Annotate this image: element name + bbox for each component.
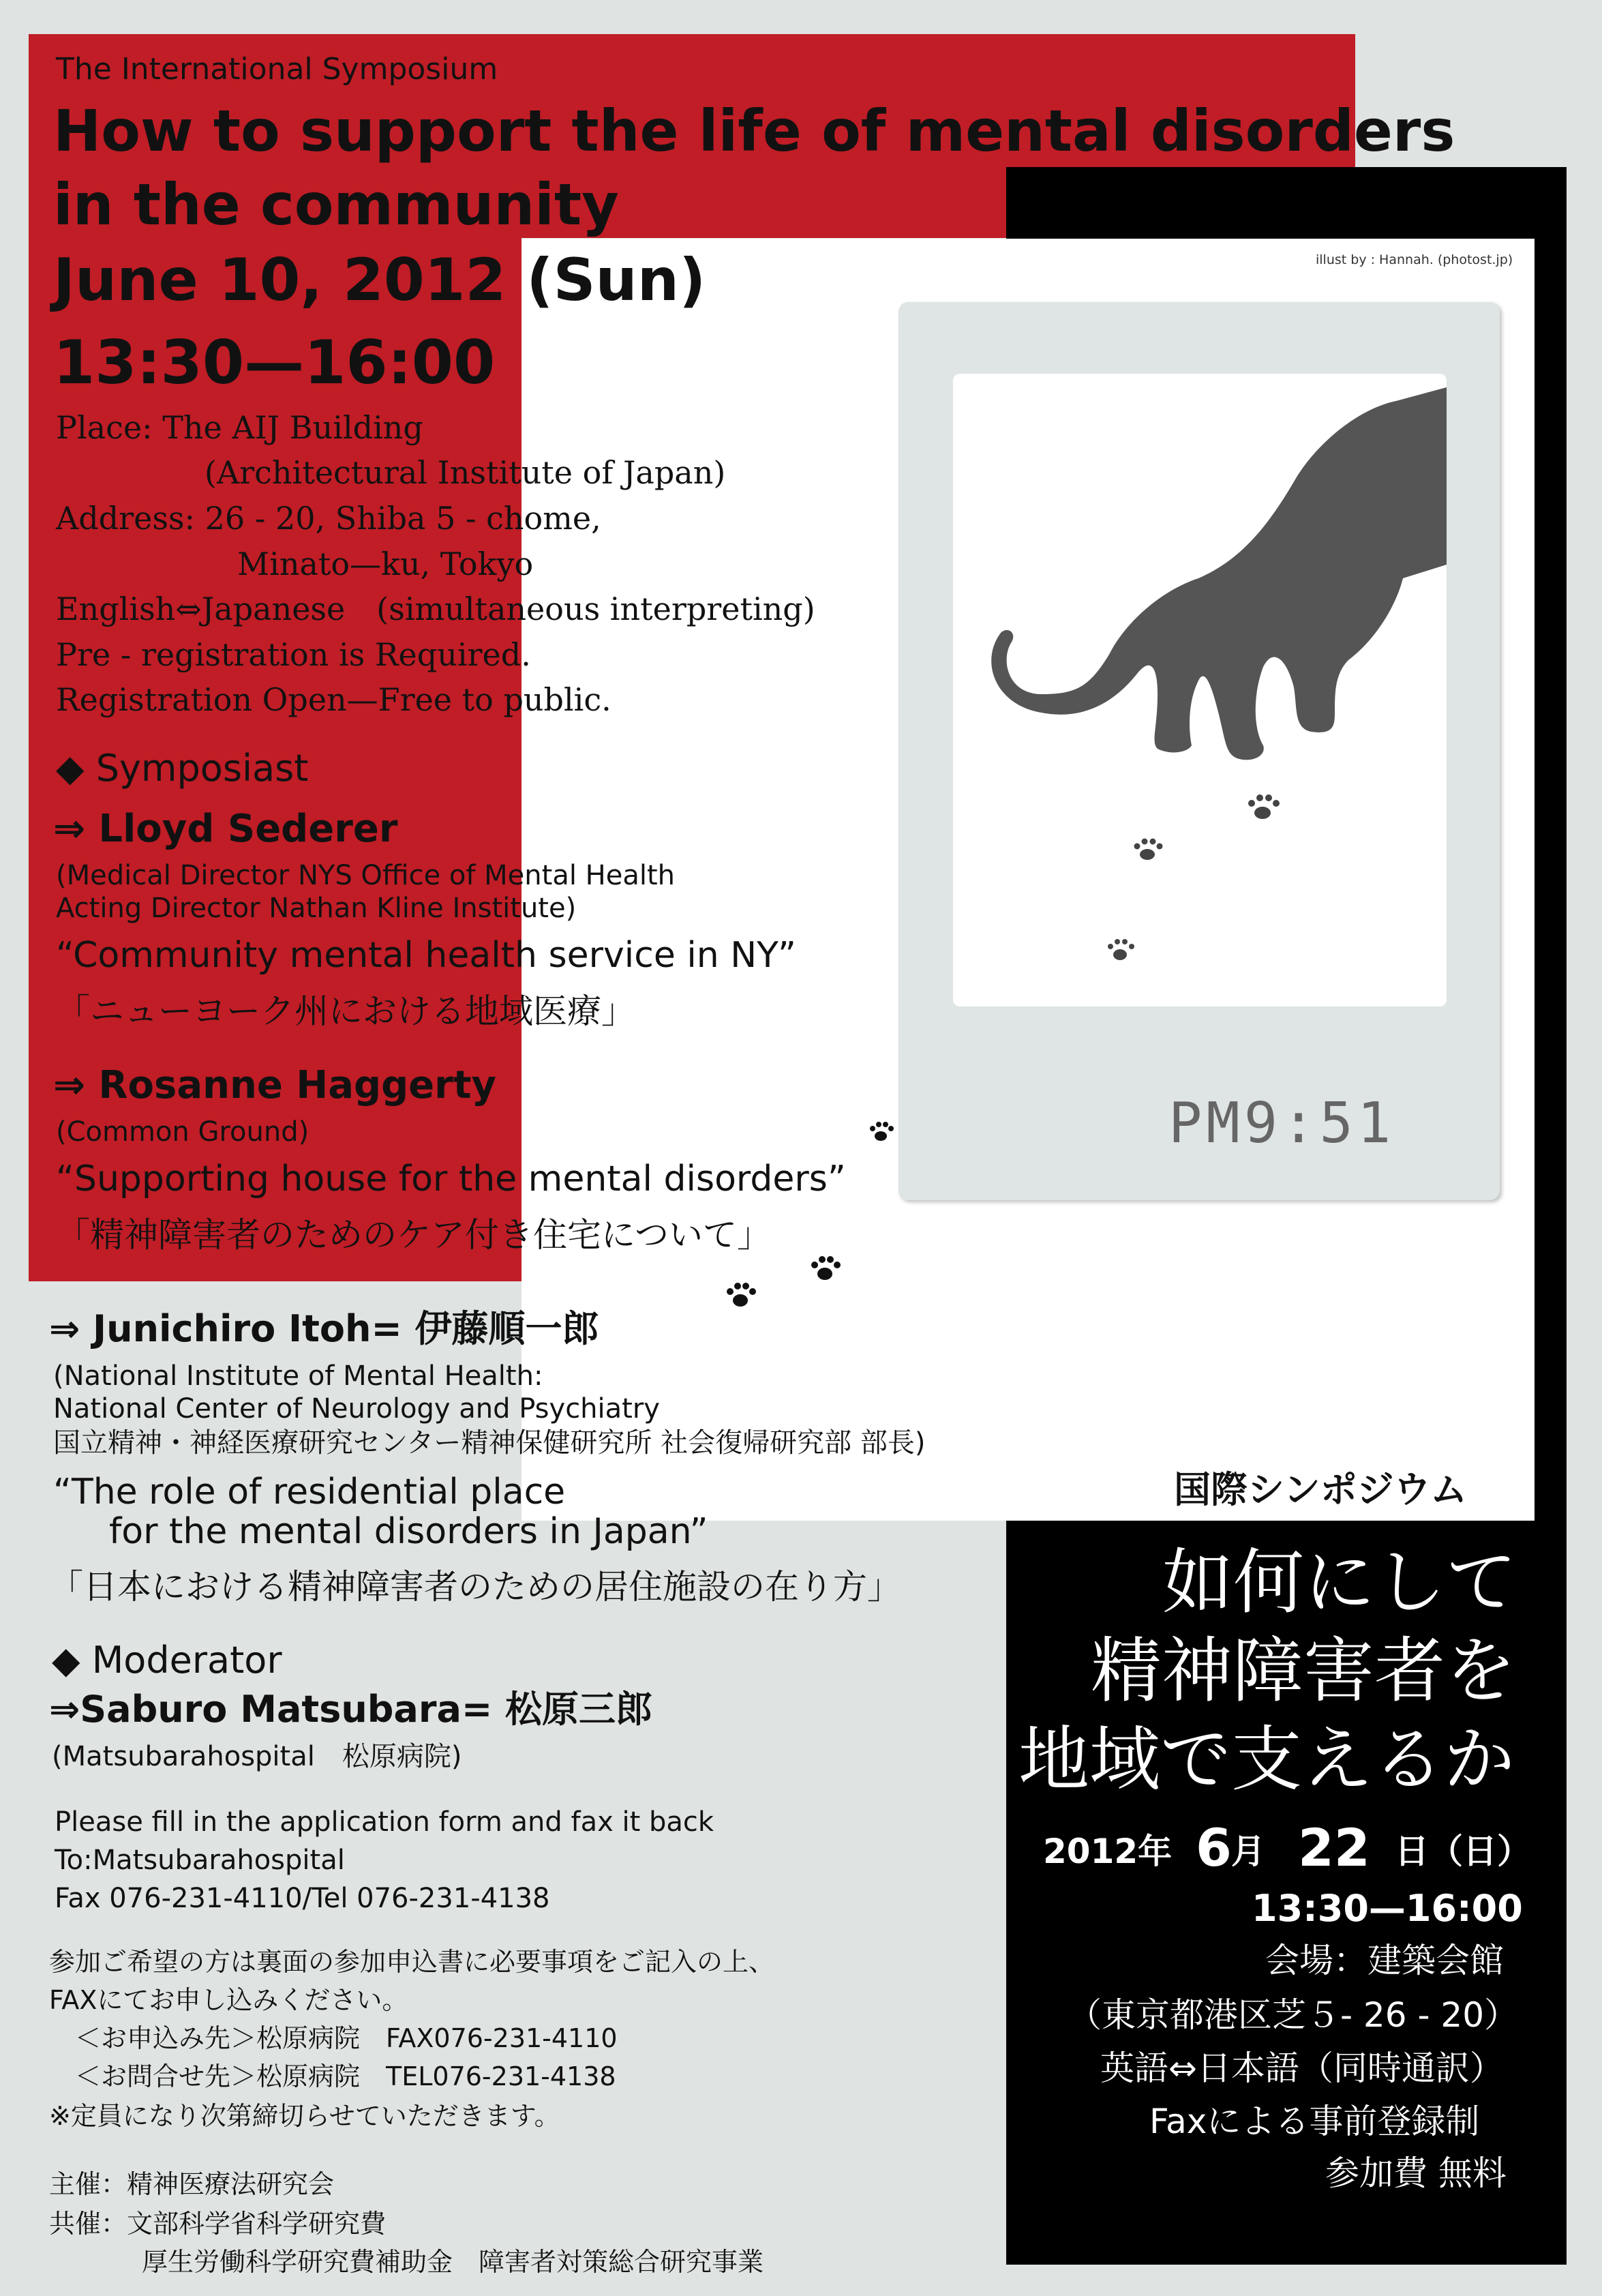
japanese-date-day-num: 22 xyxy=(1298,1817,1370,1878)
japanese-venue: 会場：建築会館 xyxy=(1265,1941,1504,1980)
moderator-name: ⇒Saburo Matsubara= 松原三郎 xyxy=(49,1688,652,1731)
japanese-label: 国際シンポジウム xyxy=(1174,1468,1468,1511)
page-title-line2: in the community xyxy=(53,171,619,238)
speaker1-talk-title-ja: 「ニューヨーク州における地域医療」 xyxy=(56,992,635,1031)
japanese-date-month: 月 xyxy=(1231,1832,1265,1871)
language-info: English⇔Japanese (simultaneous interpreting) xyxy=(56,591,815,627)
japanese-date-year: 2012年 xyxy=(1043,1832,1173,1871)
paw-print-icon xyxy=(806,1252,843,1286)
event-date: June 10, 2012 (Sun) xyxy=(53,246,706,314)
symposium-kicker: The International Symposium xyxy=(56,52,498,87)
registration-info: Registration Open—Free to public. xyxy=(56,681,611,718)
speaker3-talk-title-ja: 「日本における精神障害者のための居住施設の在り方」 xyxy=(49,1567,901,1607)
page-title-line1: How to support the life of mental disorders xyxy=(53,98,1455,164)
japanese-language: 英語⇔日本語（同時通訳） xyxy=(1100,2048,1504,2088)
speaker1-name: ⇒ Lloyd Sederer xyxy=(53,807,398,851)
speaker2-talk-title: “Supporting house for the mental disorders” xyxy=(56,1159,846,1199)
speaker3-talk-title: for the mental disorders in Japan” xyxy=(109,1511,708,1552)
application-to: To:Matsubarahospital xyxy=(55,1845,345,1876)
speaker1-talk-title: “Community mental health service in NY” xyxy=(56,935,796,976)
address-line1: Address: 26 - 20, Shiba 5 - chome, xyxy=(56,500,601,537)
organizer-cohost: 共催：文部科学省科学研究費 xyxy=(49,2209,387,2239)
application-ja-line: ※定員になり次第締切らせていただきます。 xyxy=(49,2101,560,2131)
japanese-address: （東京都港区芝５- 26 - 20） xyxy=(1068,1995,1519,2035)
japanese-title-line3: 地域で支えるか xyxy=(1018,1718,1515,1801)
place-line2: (Architectural Institute of Japan) xyxy=(205,454,726,491)
speaker3-affiliation: (National Institute of Mental Health: xyxy=(53,1360,543,1392)
speaker2-affiliation: (Common Ground) xyxy=(56,1116,309,1148)
speaker3-affiliation: 国立精神・神経医療研究センター精神保健研究所 社会復帰研究部 部長) xyxy=(53,1427,926,1459)
address-line2: Minato—ku, Tokyo xyxy=(237,546,534,582)
application-ja-line: FAXにてお申し込みください。 xyxy=(49,1985,408,2015)
japanese-registration: Faxによる事前登録制 xyxy=(1149,2102,1480,2141)
illustration-credit: illust by : Hannah. (photost.jp) xyxy=(1316,252,1513,267)
application-instruction: Please fill in the application form and fax it back xyxy=(55,1806,714,1838)
moderator-heading: ◆ Moderator xyxy=(52,1639,282,1682)
cat-illustration xyxy=(953,374,1447,1007)
application-ja-line: ＜お申込み先＞松原病院 FAX076-231-4110 xyxy=(49,2023,618,2053)
application-ja-line: 参加ご希望の方は裏面の参加申込書に必要事項をご記入の上、 xyxy=(49,1947,775,1977)
japanese-title-line2: 精神障害者を xyxy=(1091,1629,1517,1712)
paw-print-icon xyxy=(1103,934,1137,965)
speaker3-affiliation: National Center of Neurology and Psychiatry xyxy=(53,1393,660,1425)
symposiast-heading: ◆ Symposiast xyxy=(56,747,309,790)
japanese-fee: 参加費 無料 xyxy=(1325,2153,1507,2193)
speaker2-talk-title-ja: 「精神障害者のためのケア付き住宅について」 xyxy=(56,1215,771,1255)
paw-print-icon xyxy=(1242,790,1283,824)
speaker2-name: ⇒ Rosanne Haggerty xyxy=(53,1063,497,1107)
speaker3-talk-title: “The role of residential place xyxy=(53,1472,566,1512)
clock-display: PM9:51 xyxy=(1168,1091,1395,1156)
organizer-host: 主催：精神医療法研究会 xyxy=(49,2169,335,2199)
paw-print-icon xyxy=(866,1118,896,1146)
application-fax-tel: Fax 076-231-4110/Tel 076-231-4138 xyxy=(55,1883,550,1914)
application-ja-line: ＜お問合せ先＞松原病院 TEL076-231-4138 xyxy=(49,2061,616,2091)
preregistration-info: Pre - registration is Required. xyxy=(56,636,531,673)
speaker1-affiliation: Acting Director Nathan Kline Institute) xyxy=(56,893,577,924)
paw-print-icon xyxy=(721,1279,759,1313)
event-time: 13:30—16:00 xyxy=(53,327,496,398)
cat-icon xyxy=(953,374,1447,1007)
place-line1: Place: The AIJ Building xyxy=(56,409,423,446)
moderator-affiliation: (Matsubarahospital 松原病院) xyxy=(52,1741,462,1772)
japanese-date-day: 日（日） xyxy=(1395,1832,1531,1871)
speaker1-affiliation: (Medical Director NYS Office of Mental Health xyxy=(56,860,676,891)
paw-print-icon xyxy=(1128,834,1166,865)
speaker3-name: ⇒ Junichiro Itoh= 伊藤順一郎 xyxy=(49,1307,599,1350)
japanese-date-month-num: 6 xyxy=(1196,1817,1232,1878)
japanese-title-line1: 如何にして xyxy=(1162,1540,1517,1624)
organizer-cohost: 厚生労働科学研究費補助金 障害者対策総合研究事業 xyxy=(142,2247,764,2277)
japanese-time: 13:30—16:00 xyxy=(1252,1887,1523,1930)
